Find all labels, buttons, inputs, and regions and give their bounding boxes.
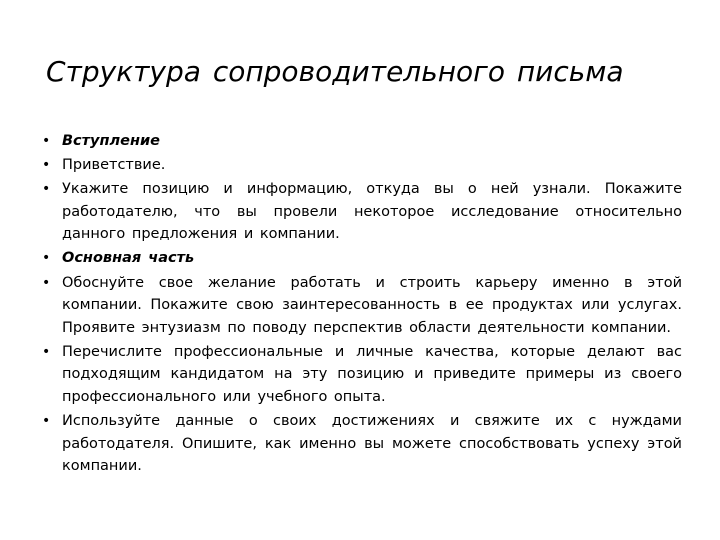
bullet-icon: • <box>42 343 51 360</box>
slide-title: Структура сопроводительного письма <box>46 55 624 88</box>
list-item-text: Приветствие. <box>62 157 166 174</box>
list-item-text: Укажите позицию и информацию, откуда вы о ней узнали. Покажите работодателю, что вы провели некоторое исследование относительно данного предложения и компании. <box>62 181 682 243</box>
list-item-motivation <box>42 272 682 340</box>
list-item-text: Используйте данные о своих достижениях и свяжите их с нуждами работодателя. Опишите, как именно вы можете способствовать успеху этой компании. <box>62 413 682 475</box>
list-item-text: Перечислите профессиональные и личные качества, которые делают вас подходящим кандидатом на эту позицию и приведите примеры из своего профессионального или учебного опыта. <box>62 343 682 406</box>
bullet-list <box>42 130 682 479</box>
list-item-text: Обоснуйте свое желание работать и строить карьеру именно в этой компании. Покажите свою заинтересованность в ее продуктах или услугах. Проявите энтузиазм по поводу перспектив области деятельности компании. <box>62 274 682 336</box>
list-item-qualities <box>42 341 682 409</box>
bullet-icon: • <box>42 413 51 430</box>
bullet-icon: • <box>42 133 51 149</box>
list-item-position <box>42 178 682 246</box>
list-item-greeting <box>42 154 682 177</box>
list-item-main-heading <box>42 247 682 270</box>
section-heading: Основная часть <box>62 250 195 267</box>
bullet-icon: • <box>42 274 51 291</box>
bullet-icon: • <box>42 181 51 198</box>
list-item-achievements <box>42 410 682 478</box>
bullet-icon: • <box>42 250 51 267</box>
bullet-icon: • <box>42 157 51 174</box>
list-item-intro-heading <box>42 130 682 153</box>
section-heading: Вступление <box>62 133 160 149</box>
